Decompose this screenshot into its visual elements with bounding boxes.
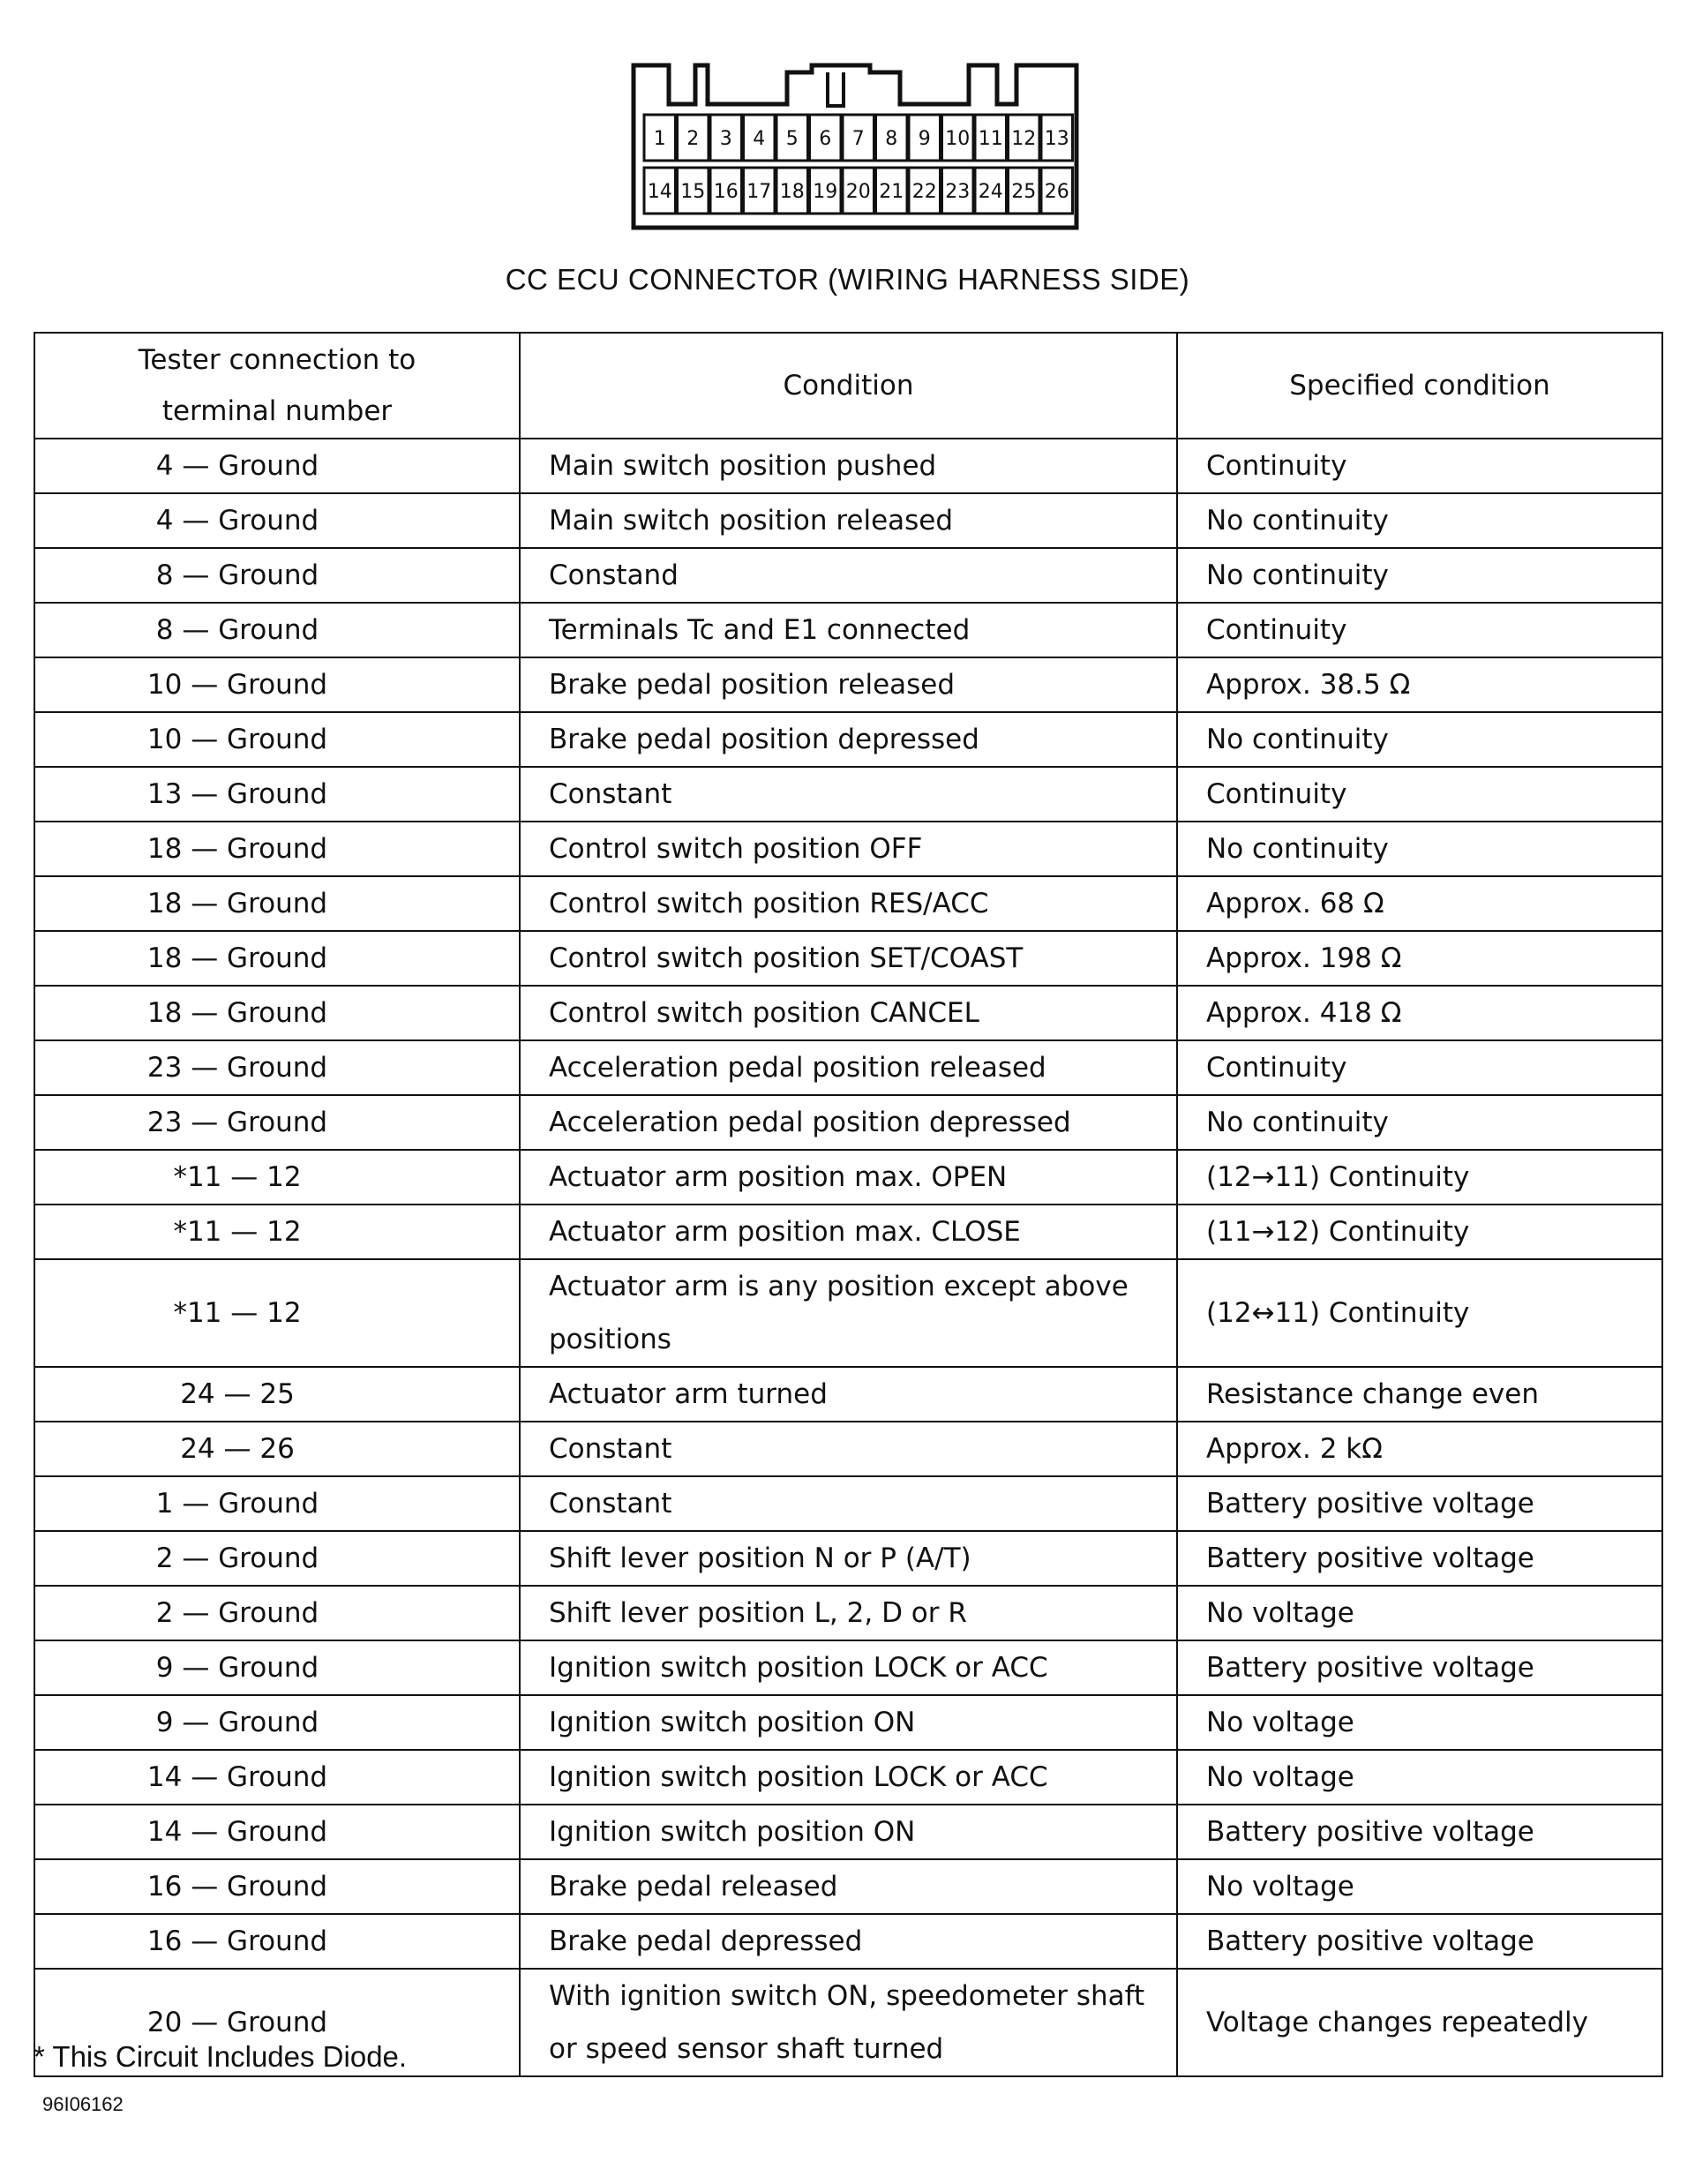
cell-condition: Acceleration pedal position released [520,1040,1177,1095]
pin-number: 24 [978,181,1003,203]
table-row [34,1805,1662,1859]
table-row [34,1040,1662,1095]
cell-spec: Approx. 418 Ω [1177,986,1662,1040]
cell-terminal: 4 — Ground [34,493,520,548]
cell-spec: Continuity [1177,767,1662,822]
cell-terminal: 1 — Ground [34,1476,520,1531]
cell-spec: Resistance change even [1177,1367,1662,1422]
table-row [34,1259,1662,1367]
pin-number: 1 [653,128,666,150]
cell-spec: Approx. 198 Ω [1177,931,1662,986]
table-row [34,876,1662,931]
pin-number: 2 [686,128,700,150]
pin-number: 13 [1044,128,1069,150]
pin-number: 18 [779,181,805,203]
cell-spec: No voltage [1177,1750,1662,1805]
table-row [34,986,1662,1040]
table-row [34,1531,1662,1586]
cell-condition: Main switch position pushed [520,439,1177,493]
cell-terminal: 10 — Ground [34,712,520,767]
table-row [34,657,1662,712]
cell-spec: No continuity [1177,493,1662,548]
cell-terminal: 4 — Ground [34,439,520,493]
cell-condition: Constand [520,548,1177,603]
cell-condition: Brake pedal position released [520,657,1177,712]
pin-number: 23 [945,181,971,203]
header-terminal: Tester connection to terminal number [34,333,520,439]
connector-drawing [618,53,1094,251]
pin-number: 10 [945,128,971,150]
cell-condition: Shift lever position N or P (A/T) [520,1531,1177,1586]
pin-number: 6 [819,128,832,150]
pin-number: 19 [813,181,838,203]
cell-condition: Terminals Tc and E1 connected [520,603,1177,657]
cell-condition: Actuator arm is any position except above positions [520,1259,1177,1367]
table-row [34,1095,1662,1150]
cell-condition: Brake pedal depressed [520,1914,1177,1969]
cell-condition: Brake pedal released [520,1859,1177,1914]
table-row [34,493,1662,548]
cell-terminal: 24 — 25 [34,1367,520,1422]
cell-spec: (12↔11) Continuity [1177,1259,1662,1367]
table-row [34,1476,1662,1531]
table-row [34,1914,1662,1969]
cell-spec: Continuity [1177,603,1662,657]
cell-condition: With ignition switch ON, speedometer shaft or speed sensor shaft turned [520,1969,1177,2076]
cell-terminal: 10 — Ground [34,657,520,712]
cell-condition: Ignition switch position ON [520,1805,1177,1859]
pin-number: 8 [885,128,898,150]
cell-terminal: *11 — 12 [34,1150,520,1205]
pin-number: 20 [845,181,871,203]
connector-diagram [618,53,1094,251]
table-row [34,1205,1662,1259]
cell-spec: Battery positive voltage [1177,1531,1662,1586]
cell-terminal: 24 — 26 [34,1422,520,1476]
cell-spec: Battery positive voltage [1177,1805,1662,1859]
table-row [34,603,1662,657]
cell-spec: Battery positive voltage [1177,1914,1662,1969]
pin-number: 25 [1011,181,1037,203]
cell-condition: Control switch position SET/COAST [520,931,1177,986]
pin-number: 11 [978,128,1003,150]
pin-number: 26 [1044,181,1069,203]
table-row [34,1695,1662,1750]
table-row [34,931,1662,986]
cell-condition: Constant [520,1422,1177,1476]
cell-condition: Actuator arm position max. CLOSE [520,1205,1177,1259]
cell-terminal: 16 — Ground [34,1859,520,1914]
connector-caption: CC ECU CONNECTOR (WIRING HARNESS SIDE) [505,263,1190,296]
cell-spec: (11→12) Continuity [1177,1205,1662,1259]
pin-number: 12 [1011,128,1037,150]
cell-condition: Ignition switch position ON [520,1695,1177,1750]
pin-number: 16 [713,181,739,203]
cell-condition: Shift lever position L, 2, D or R [520,1586,1177,1640]
pin-number: 4 [753,128,766,150]
cell-spec: No voltage [1177,1859,1662,1914]
cell-spec: No continuity [1177,712,1662,767]
pin-number: 9 [918,128,931,150]
cell-spec: Approx. 38.5 Ω [1177,657,1662,712]
figure-code: 96I06162 [42,2093,124,2115]
table-row [34,1422,1662,1476]
table-row [34,712,1662,767]
table-row [34,439,1662,493]
cell-terminal: *11 — 12 [34,1205,520,1259]
cell-condition: Brake pedal position depressed [520,712,1177,767]
cell-condition: Actuator arm position max. OPEN [520,1150,1177,1205]
cell-spec: No continuity [1177,548,1662,603]
cell-condition: Actuator arm turned [520,1367,1177,1422]
cell-terminal: 2 — Ground [34,1586,520,1640]
header-condition: Condition [520,333,1177,439]
cell-terminal: 23 — Ground [34,1040,520,1095]
header-spec: Specified condition [1177,333,1662,439]
pin-number: 15 [680,181,706,203]
cell-terminal: 9 — Ground [34,1640,520,1695]
table-row [34,1150,1662,1205]
pins-top-row [644,115,1073,161]
cell-terminal: 18 — Ground [34,986,520,1040]
cell-condition: Acceleration pedal position depressed [520,1095,1177,1150]
cell-spec: Approx. 68 Ω [1177,876,1662,931]
cell-condition: Control switch position RES/ACC [520,876,1177,931]
cell-terminal: 8 — Ground [34,603,520,657]
pin-number: 14 [647,181,672,203]
cell-spec: Continuity [1177,439,1662,493]
cell-spec: Approx. 2 kΩ [1177,1422,1662,1476]
cell-condition: Ignition switch position LOCK or ACC [520,1640,1177,1695]
pins-bottom-row [644,168,1073,214]
table-header-row [34,333,1662,439]
cell-terminal: 14 — Ground [34,1750,520,1805]
cell-condition: Constant [520,767,1177,822]
cell-terminal: 18 — Ground [34,931,520,986]
cell-terminal: 9 — Ground [34,1695,520,1750]
table-row [34,1859,1662,1914]
table-row [34,1640,1662,1695]
continuity-spec-table [34,332,1663,2077]
cell-terminal: 18 — Ground [34,876,520,931]
pin-number: 7 [851,128,865,150]
pin-number: 17 [746,181,772,203]
pin-number: 21 [879,181,904,203]
pin-number: 5 [785,128,799,150]
cell-terminal: 13 — Ground [34,767,520,822]
cell-spec: No continuity [1177,822,1662,876]
cell-spec: No continuity [1177,1095,1662,1150]
cell-condition: Constant [520,1476,1177,1531]
table-row [34,548,1662,603]
cell-spec: (12→11) Continuity [1177,1150,1662,1205]
cell-condition: Control switch position CANCEL [520,986,1177,1040]
cell-terminal: 8 — Ground [34,548,520,603]
cell-terminal: 20 — Ground [34,1969,520,2076]
cell-condition: Ignition switch position LOCK or ACC [520,1750,1177,1805]
table-row [34,1750,1662,1805]
table-row [34,767,1662,822]
cell-spec: Battery positive voltage [1177,1476,1662,1531]
cell-spec: Battery positive voltage [1177,1640,1662,1695]
cell-terminal: 16 — Ground [34,1914,520,1969]
cell-terminal: 14 — Ground [34,1805,520,1859]
table-row [34,822,1662,876]
cell-terminal: 18 — Ground [34,822,520,876]
connector-latch [828,72,844,106]
pin-number: 3 [719,128,732,150]
cell-condition: Main switch position released [520,493,1177,548]
cell-spec: No voltage [1177,1586,1662,1640]
cell-terminal: 23 — Ground [34,1095,520,1150]
table-body [34,439,1662,2076]
cell-condition: Control switch position OFF [520,822,1177,876]
cell-spec: Continuity [1177,1040,1662,1095]
pin-number: 22 [911,181,937,203]
cell-terminal: *11 — 12 [34,1259,520,1367]
cell-terminal: 2 — Ground [34,1531,520,1586]
table-row [34,1586,1662,1640]
cell-spec: No voltage [1177,1695,1662,1750]
table-row [34,1367,1662,1422]
footnote: * This Circuit Includes Diode. [34,2040,408,2073]
cell-spec: Voltage changes repeatedly [1177,1969,1662,2076]
